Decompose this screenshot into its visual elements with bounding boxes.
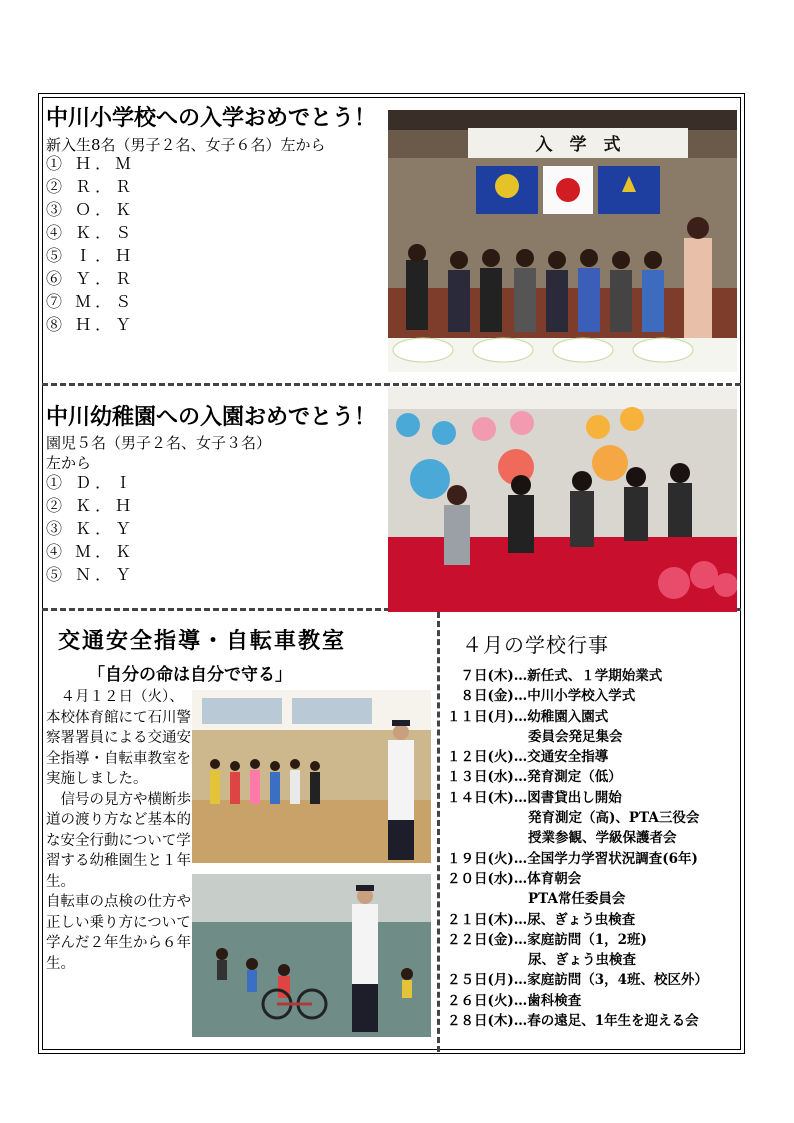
traffic-subtitle: 「自分の命は自分で守る」: [88, 665, 292, 685]
kinder-title: 中川幼稚園への入園おめでとう！: [46, 404, 377, 430]
list-item: ２５日(月)…家庭訪問（3，4班、校区外）: [447, 972, 709, 989]
school-title: 中川小学校への入学おめでとう！: [46, 105, 377, 131]
list-item: 委員会発足集会: [447, 728, 623, 745]
list-item: ⑧ Ｈ．Ｙ: [46, 315, 136, 334]
list-item: ⑥ Ｙ．Ｒ: [46, 269, 136, 288]
banner-text: 入 学 式: [535, 135, 621, 155]
traffic-title: 交通安全指導・自転車教室: [58, 629, 347, 654]
list-item: １１日(月)…幼稚園入園式: [447, 708, 609, 725]
list-item: ２６日(火)…歯科検査: [447, 992, 582, 1009]
child-list: [46, 471, 135, 586]
separator-1: [42, 383, 741, 386]
list-item: １９日(火)…全国学力学習状況調査(6年): [447, 850, 698, 867]
list-item: ２８日(木)…春の遠足、1年生を迎える会: [447, 1013, 699, 1030]
kinder-subtitle-2: 左から: [46, 454, 92, 472]
list-item: PTA常任委員会: [447, 891, 626, 908]
school-subtitle: 新入生8名（男子２名、女子６名）左から: [46, 136, 326, 154]
kinder-subtitle: 園児５名（男子２名、女子３名）: [46, 434, 272, 452]
kindergarten-ceremony-photo: [388, 387, 737, 612]
list-item: ２０日(水)…体育朝会: [447, 870, 582, 887]
list-item: ⑦ Ｍ．Ｓ: [46, 292, 136, 311]
list-item: ② Ｒ．Ｒ: [46, 177, 136, 196]
traffic-paragraph-2: 信号の見方や横断歩道の渡り方など基本的な安全行動について学習する幼稚園生と１年生。: [46, 791, 191, 890]
bicycle-lesson-photo: [192, 874, 431, 1037]
list-item: ① Ｄ．Ｉ: [46, 473, 136, 492]
list-item: ７日(木)…新任式、１学期始業式: [447, 668, 663, 684]
traffic-article: [46, 687, 192, 974]
list-item: １２日(火)…交通安全指導: [447, 749, 609, 766]
list-item: ③ Ｋ．Ｙ: [46, 519, 136, 538]
list-item: ２２日(金)…家庭訪問（1，2班): [447, 931, 647, 948]
list-item: ② Ｋ．Ｈ: [46, 496, 136, 515]
traffic-paragraph-3: 自転車の点検の仕方や正しい乗り方について学んだ２年生から６年生。: [46, 894, 191, 972]
list-item: 発育測定（高)、PTA三役会: [447, 810, 700, 827]
list-item: １４日(木)…図書貸出し開始: [447, 789, 622, 806]
list-item: ８日(金)…中川小学校入学式: [447, 688, 636, 705]
list-item: 授業参観、学級保護者会: [447, 830, 677, 847]
entrance-ceremony-photo: [388, 110, 737, 372]
list-item: ⑤ Ｎ．Ｙ: [46, 565, 136, 584]
list-item: ⑤ Ｉ．Ｈ: [46, 246, 136, 265]
list-item: ２１日(木)…尿、ぎょう虫検査: [447, 911, 636, 928]
events-title: ４月の学校行事: [462, 633, 609, 657]
student-list: [46, 152, 135, 336]
list-item: ③ Ｏ．Ｋ: [46, 200, 136, 219]
events-list: [447, 666, 747, 1031]
list-item: ① Ｈ．Ｍ: [46, 154, 136, 173]
list-item: ④ Ｍ．Ｋ: [46, 542, 136, 561]
list-item: ④ Ｋ．Ｓ: [46, 223, 136, 242]
separator-vertical: [437, 612, 440, 1052]
traffic-lesson-photo: [192, 690, 431, 863]
traffic-paragraph-1: ４月１２日（火）、本校体育館にて石川警察署署員による交通安全指導・自転車教室を実施しました。: [46, 689, 191, 787]
list-item: 尿、ぎょう虫検査: [447, 952, 636, 969]
list-item: １３日(水)…発育測定（低）: [447, 769, 622, 786]
